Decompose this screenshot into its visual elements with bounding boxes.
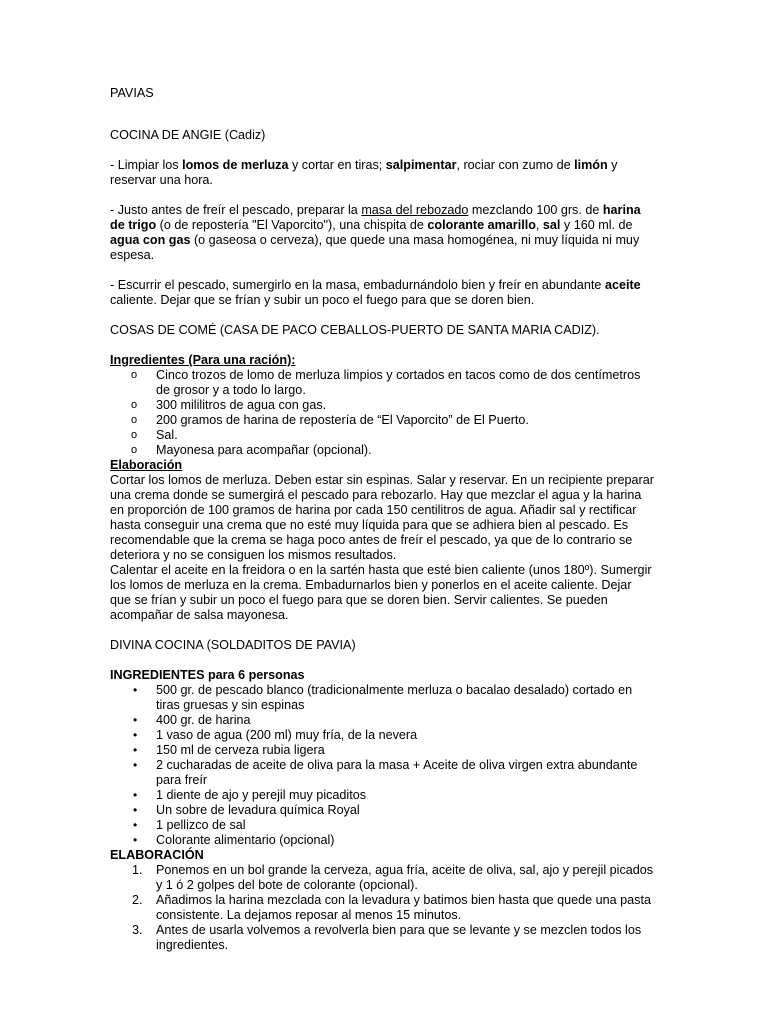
list-item: 2. Añadimos la harina mezclada con la levadura y batimos bien hasta que quede una pasta consistente. La dejamos reposar al menos 15 minutos. xyxy=(132,893,651,922)
circle-bullet-icon: o xyxy=(131,414,138,426)
elaboration-paragraph-1: Cortar los lomos de merluza. Deben estar sin espinas. Salar y reservar. En un recipiente preparar una crema donde se sumergirá el pescado para rebozarlo. Hay que mezclar el agua y la harina en proporción de 100 gramos de harina por cada 150 centilitros de agua. Añadir sal y rectificar hasta conseguir una crema que no esté muy líquida para que se adhiera bien al pescado. Es recomendable que la crema se haga poco antes de freír el pescado, ya que de lo contrario se deteriora y no se consiguen los mismos resultados. xyxy=(110,473,654,562)
list-item: • 2 cucharadas de aceite de oliva para la masa + Aceite de oliva virgen extra abundante para freír xyxy=(133,758,638,787)
step-number: 2. xyxy=(132,893,143,907)
list-item: • Un sobre de levadura química Royal xyxy=(133,803,360,817)
list-item: o 200 gramos de harina de repostería de “El Vaporcito” de El Puerto. xyxy=(131,413,529,427)
disc-bullet-icon: • xyxy=(133,803,138,817)
disc-bullet-icon: • xyxy=(133,758,138,772)
paragraph-step-2: - Justo antes de freír el pescado, preparar la masa del rebozado mezclando 100 grs. de harina de trigo (o de repostería "El Vaporcito"), una chispita de colorante amarillo, sal y 160 ml. de agua con gas (o gaseosa o cerveza), que quede una masa homogénea, ni muy líquida ni muy espesa. xyxy=(110,203,641,262)
elaboration-heading-racion: Elaboración xyxy=(110,458,183,472)
elaboration-heading-6-personas: ELABORACIÓN xyxy=(110,848,204,862)
list-item: • 1 vaso de agua (200 ml) muy fría, de la nevera xyxy=(133,728,418,742)
step-number: 1. xyxy=(132,863,143,877)
list-item: • Colorante alimentario (opcional) xyxy=(133,833,335,847)
elaboration-steps-list xyxy=(110,863,655,953)
list-item: • 500 gr. de pescado blanco (tradicionalmente merluza o bacalao desalado) cortado en tiras gruesas y sin espinas xyxy=(133,683,633,712)
disc-bullet-icon: • xyxy=(133,818,138,832)
disc-bullet-icon: • xyxy=(133,743,138,757)
list-item: 3. Antes de usarla volvemos a revolverla bien para que se levante y se mezclen todos los ingredientes. xyxy=(132,923,642,952)
circle-bullet-icon: o xyxy=(131,444,138,456)
list-item: o Cinco trozos de lomo de merluza limpios y cortados en tacos como de dos centímetros de grosor y a todo lo largo. xyxy=(131,368,641,397)
list-item: o Mayonesa para acompañar (opcional). xyxy=(131,443,372,457)
ingredients-list-6-personas xyxy=(110,683,655,848)
disc-bullet-icon: • xyxy=(133,713,138,727)
paragraph-step-1: - Limpiar los lomos de merluza y cortar en tiras; salpimentar, rociar con zumo de limón y reservar una hora. xyxy=(110,158,618,187)
ingredients-heading-6-personas: INGREDIENTES para 6 personas xyxy=(110,668,305,682)
disc-bullet-icon: • xyxy=(133,833,138,847)
list-item: • 1 pellizco de sal xyxy=(133,818,246,832)
ingredients-heading-racion: Ingredientes (Para una ración): xyxy=(110,353,296,367)
disc-bullet-icon: • xyxy=(133,728,138,742)
list-item: 1. Ponemos en un bol grande la cerveza, agua fría, aceite de oliva, sal, ajo y perejil picados y 1 ó 2 golpes del bote de colorante (opcional). xyxy=(132,863,654,892)
document-page xyxy=(110,86,655,953)
circle-bullet-icon: o xyxy=(131,429,138,441)
step-number: 3. xyxy=(132,923,143,937)
disc-bullet-icon: • xyxy=(133,683,138,697)
disc-bullet-icon: • xyxy=(133,788,138,802)
list-item: o 300 mililitros de agua con gas. xyxy=(131,398,327,412)
section-heading-cocina-de-angie: COCINA DE ANGIE (Cadiz) xyxy=(110,128,266,142)
circle-bullet-icon: o xyxy=(131,369,138,381)
list-item: o Sal. xyxy=(131,428,178,442)
paragraph-step-3: - Escurrir el pescado, sumergirlo en la masa, embadurnándolo bien y freír en abundante aceite caliente. Dejar que se frían y subir un poco el fuego para que se doren bien. xyxy=(110,278,641,307)
list-item: • 150 ml de cerveza rubia ligera xyxy=(133,743,325,757)
list-item: • 400 gr. de harina xyxy=(133,713,251,727)
document-title: PAVIAS xyxy=(110,86,154,100)
section-heading-cosas-de-come: COSAS DE COMÉ (CASA DE PACO CEBALLOS-PUERTO DE SANTA MARIA CADIZ). xyxy=(110,323,600,337)
circle-bullet-icon: o xyxy=(131,399,138,411)
section-heading-divina-cocina: DIVINA COCINA (SOLDADITOS DE PAVIA) xyxy=(110,638,356,652)
elaboration-paragraph-2: Calentar el aceite en la freidora o en la sartén hasta que esté bien caliente (unos 180º). Sumergir los lomos de merluza en la crema. Embadurnarlos bien y ponerlos en el aceite caliente. Dejar que se frían y subir un poco el fuego para que se doren bien. Servir calientes. Se pueden acompañar de salsa mayonesa. xyxy=(110,563,652,622)
list-item: • 1 diente de ajo y perejil muy picaditos xyxy=(133,788,367,802)
ingredients-list-racion xyxy=(110,368,655,458)
